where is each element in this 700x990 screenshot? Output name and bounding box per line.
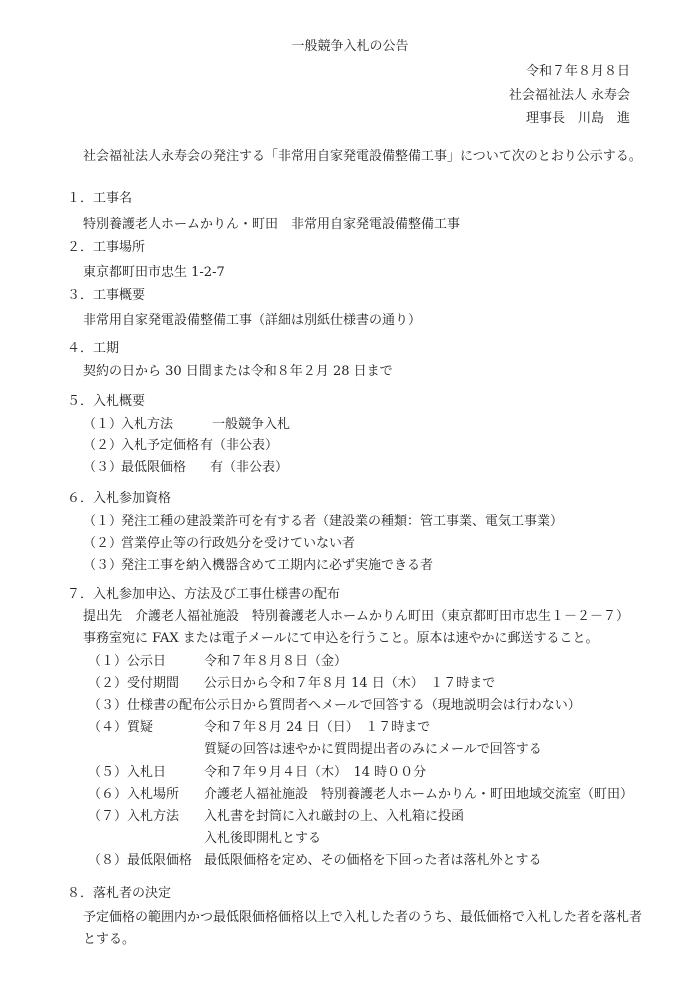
item-label: （５）入札日 <box>88 765 167 780</box>
item-value: 有（非公表） <box>200 438 279 453</box>
item-value: 最低限価格を定め、その価格を下回った者は落札外とする <box>204 853 542 868</box>
section-7-item <box>88 719 648 759</box>
item-value-continued: 入札後即開札とする <box>204 831 322 846</box>
section-5-item <box>83 416 643 434</box>
section-7-item <box>88 697 648 715</box>
organization-name: 社会福祉法人 永寿会 <box>508 88 630 103</box>
section-6-item <box>83 557 663 575</box>
section-7-heading: ７．入札参加申込、方法及び工事仕様書の配布 <box>67 587 341 602</box>
item-number: （３） <box>83 460 123 475</box>
item-value: 令和７年９月４日（木） 14 時００分 <box>204 765 427 780</box>
intro-paragraph: 社会福祉法人永寿会の発注する「非常用自家発電設備整備工事」について次のとおり公示する。 <box>83 149 642 164</box>
section-3-body: 非常用自家発電設備整備工事（詳細は別紙仕様書の通り） <box>83 313 422 328</box>
document-title: 一般競争入札の公告 <box>291 39 409 54</box>
item-value: 公示日から質問者へメールで回答する（現地説明会は行わない） <box>204 698 581 713</box>
section-7-item <box>88 675 648 693</box>
section-5-heading: ５．入札概要 <box>67 394 146 409</box>
section-4-heading: ４．工期 <box>67 341 120 356</box>
section-5-item <box>83 437 643 455</box>
item-number: （１） <box>83 417 123 432</box>
section-1-heading: １．工事名 <box>67 191 133 206</box>
item-value: 有（非公表） <box>210 460 289 475</box>
section-8-heading: ８．落札者の決定 <box>67 886 172 901</box>
item-number: （２） <box>83 536 123 551</box>
item-label: （６）入札場所 <box>88 787 180 802</box>
section-3-heading: ３．工事概要 <box>67 288 146 303</box>
section-4-body: 契約の日から 30 日間または令和８年２月 28 日まで <box>83 364 393 379</box>
section-5-item <box>83 459 643 477</box>
section-2-body: 東京都町田市忠生 1-2-7 <box>83 265 225 280</box>
section-6-item <box>83 535 663 553</box>
item-label: 入札予定価格 <box>121 438 200 453</box>
item-value-continued: 質疑の回答は速やかに質問提出者のみにメールで回答する <box>204 742 542 757</box>
item-number: （３） <box>83 558 123 573</box>
section-7-item <box>88 764 648 782</box>
item-value: 令和７年８月 24 日（日） １７時まで <box>204 720 431 735</box>
item-number: （１） <box>83 514 123 529</box>
signer-name: 理事長 川島 進 <box>525 111 630 126</box>
section-7-item <box>88 852 648 870</box>
item-text: 営業停止等の行政処分を受けていない者 <box>121 536 356 551</box>
section-7-instructions: 事務室宛に FAX または電子メールにて申込を行うこと。原本は速やかに郵送すること。 <box>83 631 599 646</box>
item-label: 最低限価格 <box>121 460 187 475</box>
item-value: 一般競争入札 <box>212 417 291 432</box>
section-6-heading: ６．入札参加資格 <box>67 491 172 506</box>
item-label: （１）公示日 <box>88 654 167 669</box>
item-label: （２）受付期間 <box>88 676 180 691</box>
item-value: 介護老人福祉施設 特別養護老人ホームかりん・町田地域交流室（町田） <box>204 787 634 802</box>
section-7-item <box>88 786 648 804</box>
section-7-item <box>88 808 648 848</box>
item-text: 発注工事を納入機器含めて工期内に必ず実施できる者 <box>121 558 434 573</box>
item-number: （２） <box>83 438 123 453</box>
section-7-submission: 提出先 介護老人福祉施設 特別養護老人ホームかりん町田（東京都町田市忠生１－２－７） <box>83 609 630 624</box>
section-8-body-continued: とする。 <box>83 932 136 947</box>
item-label: （８）最低限価格 <box>88 853 193 868</box>
section-7-item <box>88 653 648 671</box>
item-label: （３）仕様書の配布 <box>88 698 206 713</box>
section-6-item <box>83 513 663 531</box>
item-label: （４）質疑 <box>88 720 154 735</box>
item-text: 発注工種の建設業許可を有する者（建設業の種類：管工事業、電気工事業） <box>121 514 564 529</box>
item-value: 公示日から令和７年８月 14 日（木） １７時まで <box>204 676 496 691</box>
issue-date: 令和７年８月８日 <box>525 64 630 79</box>
section-1-body: 特別養護老人ホームかりん・町田 非常用自家発電設備整備工事 <box>83 217 461 232</box>
section-2-heading: ２．工事場所 <box>67 240 146 255</box>
item-label: （７）入札方法 <box>88 809 180 824</box>
item-label: 入札方法 <box>121 417 174 432</box>
item-value: 入札書を封筒に入れ厳封の上、入札箱に投函 <box>204 809 465 824</box>
item-value: 令和７年８月８日（金） <box>204 654 348 669</box>
section-8-body: 予定価格の範囲内かつ最低限価格価格以上で入札した者のうち、最低価格で入札した者を落札者 <box>83 910 643 925</box>
